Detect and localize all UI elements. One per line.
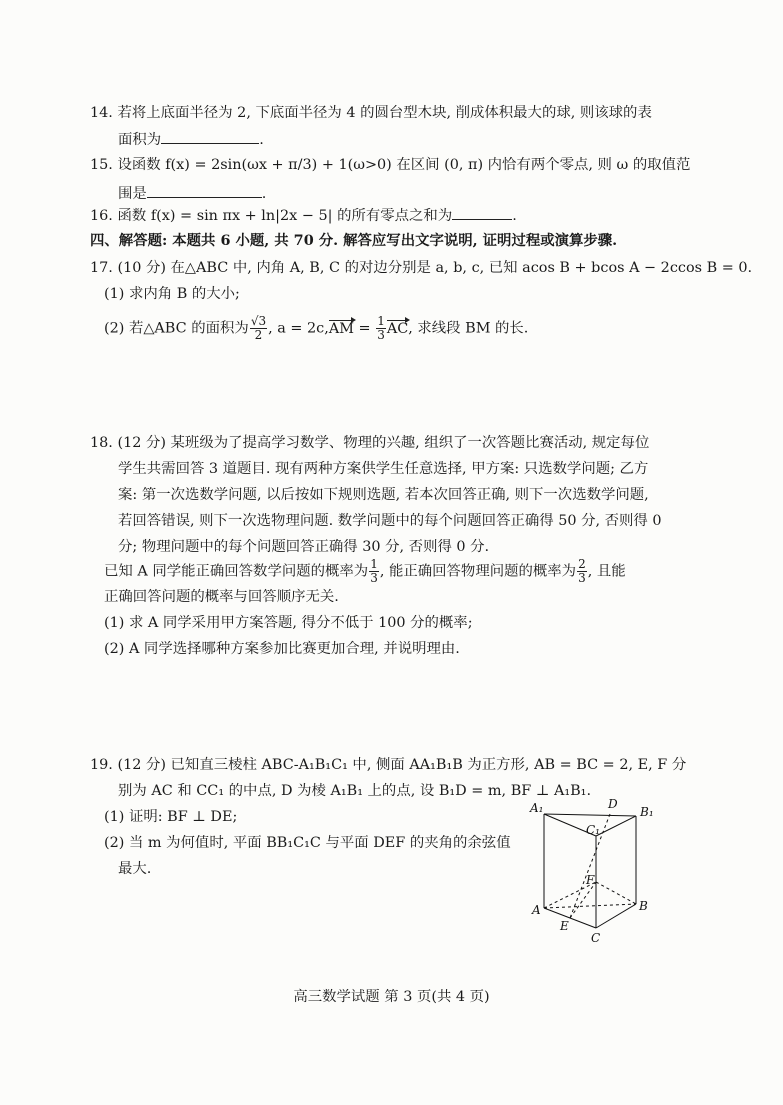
q18-line3: 案: 第一次选数学问题, 以后按如下规则选题, 若本次回答正确, 则下一次选数学问题, [118,487,649,503]
label-a1: A₁ [530,801,544,815]
prism-figure [528,794,668,944]
label-b: B [639,899,648,913]
q18-part1: (1) 求 A 同学采用甲方案答题, 得分不低于 100 分的概率; [104,615,473,631]
vector-am: AM [328,320,354,337]
q19-line1: 19. (12 分) 已知直三棱柱 ABC-A₁B₁C₁ 中, 侧面 AA₁B₁B 为正方形, AB = BC = 2, E, F 分 [90,757,687,773]
q16-line: 16. 函数 f(x) = sin πx + ln|2x − 5| 的所有零点之和为 . [90,204,517,226]
q18-line5: 分; 物理问题中的每个问题回答正确得 30 分, 否则得 0 分. [118,539,490,555]
label-b1: B₁ [640,805,654,819]
answer-blank-14 [161,128,259,144]
label-f: F [586,873,595,887]
vector-ac: AC [386,320,409,337]
label-c1: C₁ [586,823,600,837]
label-c: C [591,931,601,944]
fraction-one-third: $\frac{1}{3}$ [377,314,385,342]
q18-part2: (2) A 同学选择哪种方案参加比赛更加合理, 并说明理由. [104,641,460,657]
q15-line2: 围是 . [118,182,266,204]
page-footer: 高三数学试题 第 3 页(共 4 页) [293,989,490,1005]
q17-stem: 17. (10 分) 在△ABC 中, 内角 A, B, C 的对边分别是 a, b, c, 已知 acos B + bcos A − 2ccos B = 0. [90,260,753,276]
fraction-physics-prob: $\frac{2}{3}$ [578,557,586,585]
q18-line1: 18. (12 分) 某班级为了提高学习数学、物理的兴趣, 组织了一次答题比赛活动, 规定每位 [90,435,650,451]
answer-blank-15 [147,182,262,198]
q15-line1: 15. 设函数 f(x) = 2sin(ωx + π/3) + 1(ω>0) 在区间 (0, π) 内恰有两个零点, 则 ω 的取值范 [90,157,691,173]
label-e: E [560,919,569,933]
section-heading: 四、解答题: 本题共 6 小题, 共 70 分. 解答应写出文字说明, 证明过程或演算步骤. [90,232,618,249]
label-d: D [608,797,618,811]
q18-line2: 学生共需回答 3 道题目. 现有两种方案供学生任意选择, 甲方案: 只选数学问题; 乙方 [118,461,649,477]
fraction-area: $\frac{√3}{2}$ [250,314,267,342]
q18-line4: 若回答错误, 则下一次选物理问题. 数学问题中的每个问题回答正确得 50 分, 否则得 0 [118,513,662,529]
q19-part1: (1) 证明: BF ⊥ DE; [104,809,238,825]
q19-line2: 别为 AC 和 CC₁ 的中点, D 为棱 A₁B₁ 上的点, 设 B₁D = m, BF ⊥ A₁B₁. [118,783,592,799]
q14-line2: 面积为 . [118,128,264,150]
q19-part2b: 最大. [118,861,152,877]
q19-part2a: (2) 当 m 为何值时, 平面 BB₁C₁C 与平面 DEF 的夹角的余弦值 [104,835,511,851]
fraction-math-prob: $\frac{1}{3}$ [370,557,378,585]
q17-part1: (1) 求内角 B 的大小; [104,286,240,302]
label-a: A [532,903,541,917]
q17-part2: (2) 若△ABC 的面积为 $\frac{√3}{2}$ , a = 2c,AM = $\frac{1}{3}$ AC, 求线段 BM 的长. [104,314,529,342]
q18-line7: 正确回答问题的概率与回答顺序无关. [104,589,339,605]
answer-blank-16 [452,204,512,220]
q18-line6: 已知 A 同学能正确回答数学问题的概率为 $\frac{1}{3}$ , 能正确回答物理问题的概率为 $\frac{2}{3}$ , 且能 [104,557,626,585]
q14-line1: 14. 若将上底面半径为 2, 下底面半径为 4 的圆台型木块, 削成体积最大的球, 则该球的表 [90,105,652,121]
